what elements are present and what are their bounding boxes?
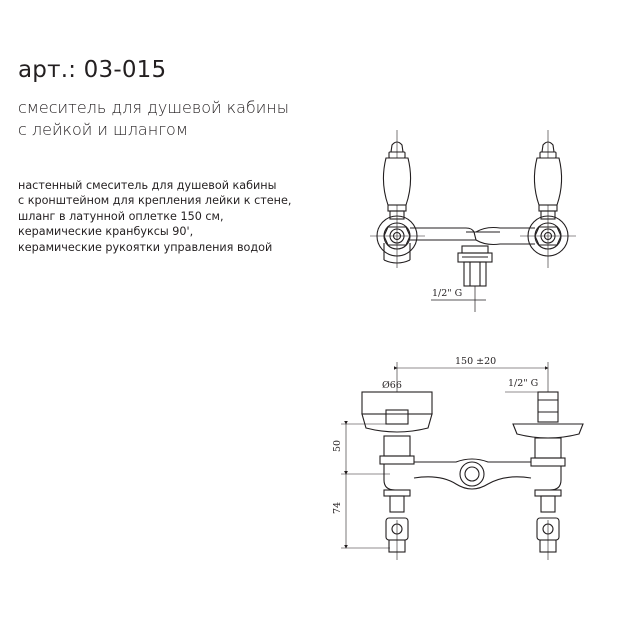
description-line-2: с кронштейном для крепления лейки к стене, [18, 194, 292, 208]
front-view-drawing [370, 130, 576, 312]
height-upper-label: 50 [332, 439, 343, 452]
front-thread-label: 1/2" G [432, 288, 463, 299]
product-title-line-2: с лейкой и шлангом [18, 120, 188, 139]
description-line-4: керамические кранбуксы 90', [18, 225, 194, 239]
height-lower-label: 74 [332, 501, 343, 514]
description-line-1: настенный смеситель для душевой кабины [18, 179, 277, 192]
front-left-valve [377, 142, 417, 263]
product-title-line-1: смеситель для душевой кабины [18, 98, 289, 117]
description-line-5: керамические рукоятки управления водой [18, 240, 273, 254]
diameter-dimension-label: Ø66 [382, 380, 402, 391]
article-number: арт.: 03-015 [18, 57, 167, 83]
spacing-dimension-label: 150 ±20 [455, 356, 497, 367]
top-thread-label: 1/2" G [508, 378, 539, 389]
top-view-drawing [341, 362, 583, 560]
description-line-3: шланг в латунной оплетке 150 см, [18, 209, 224, 223]
